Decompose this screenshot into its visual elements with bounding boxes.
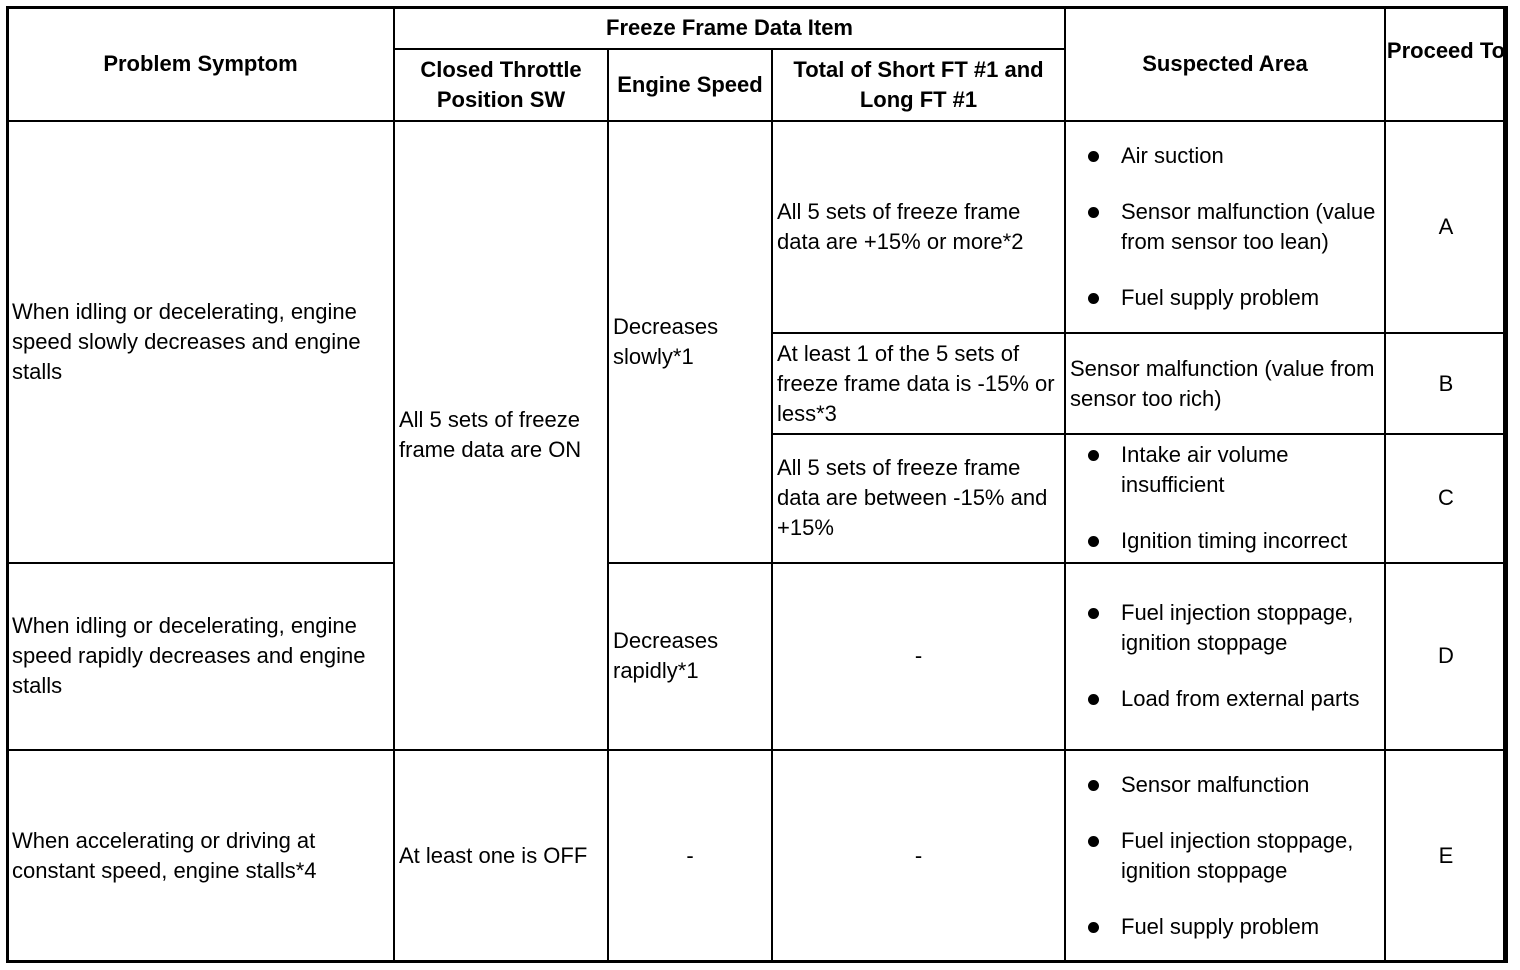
- ft-cell: -: [772, 563, 1065, 750]
- symptom-cell: When accelerating or driving at constant speed, engine stalls*4: [7, 750, 394, 962]
- suspected-area-list: [1088, 440, 1382, 556]
- proceed-to-cell: E: [1385, 750, 1507, 962]
- diagnostic-table: [6, 6, 1508, 963]
- proceed-to-cell: C: [1385, 434, 1507, 562]
- ft-cell: At least 1 of the 5 sets of freeze frame data is -15% or less*3: [772, 333, 1065, 434]
- list-item: Air suction: [1088, 141, 1382, 171]
- suspected-area-cell: Sensor malfunction (value from sensor too rich): [1065, 333, 1385, 434]
- table-row: [7, 563, 1507, 750]
- ft-cell: All 5 sets of freeze frame data are +15% or more*2: [772, 121, 1065, 333]
- header-total-ft: Total of Short FT #1 and Long FT #1: [772, 49, 1065, 121]
- throttle-cell: At least one is OFF: [394, 750, 608, 962]
- suspected-area-list: [1088, 598, 1382, 714]
- list-item: Fuel supply problem: [1088, 912, 1382, 942]
- header-proceed-to: Proceed To: [1385, 7, 1507, 121]
- table-row: [7, 750, 1507, 962]
- proceed-to-cell: B: [1385, 333, 1507, 434]
- suspected-area-list: [1088, 141, 1382, 313]
- list-item: Load from external parts: [1088, 684, 1382, 714]
- proceed-to-cell: D: [1385, 563, 1507, 750]
- engine-speed-cell: Decreases rapidly*1: [608, 563, 772, 750]
- proceed-to-cell: A: [1385, 121, 1507, 333]
- table-row: [7, 121, 1507, 333]
- suspected-area-cell: [1065, 750, 1385, 962]
- list-item: Intake air volume insufficient: [1088, 440, 1382, 500]
- throttle-cell: All 5 sets of freeze frame data are ON: [394, 121, 608, 750]
- engine-speed-cell: -: [608, 750, 772, 962]
- list-item: Sensor malfunction (value from sensor too lean): [1088, 197, 1382, 257]
- list-item: Ignition timing incorrect: [1088, 526, 1382, 556]
- header-freeze-frame-data-item: Freeze Frame Data Item: [394, 7, 1065, 49]
- header-closed-throttle: Closed Throttle Position SW: [394, 49, 608, 121]
- header-engine-speed: Engine Speed: [608, 49, 772, 121]
- ft-cell: All 5 sets of freeze frame data are between -15% and +15%: [772, 434, 1065, 562]
- header-problem-symptom: Problem Symptom: [7, 7, 394, 121]
- suspected-area-cell: [1065, 121, 1385, 333]
- suspected-area-cell: [1065, 434, 1385, 562]
- suspected-area-cell: [1065, 563, 1385, 750]
- symptom-cell: When idling or decelerating, engine speed slowly decreases and engine stalls: [7, 121, 394, 562]
- suspected-area-list: [1088, 770, 1382, 942]
- list-item: Sensor malfunction: [1088, 770, 1382, 800]
- header-suspected-area: Suspected Area: [1065, 7, 1385, 121]
- list-item: Fuel injection stoppage, ignition stoppage: [1088, 598, 1382, 658]
- symptom-cell: When idling or decelerating, engine speed rapidly decreases and engine stalls: [7, 563, 394, 750]
- list-item: Fuel supply problem: [1088, 283, 1382, 313]
- list-item: Fuel injection stoppage, ignition stoppage: [1088, 826, 1382, 886]
- ft-cell: -: [772, 750, 1065, 962]
- engine-speed-cell: Decreases slowly*1: [608, 121, 772, 562]
